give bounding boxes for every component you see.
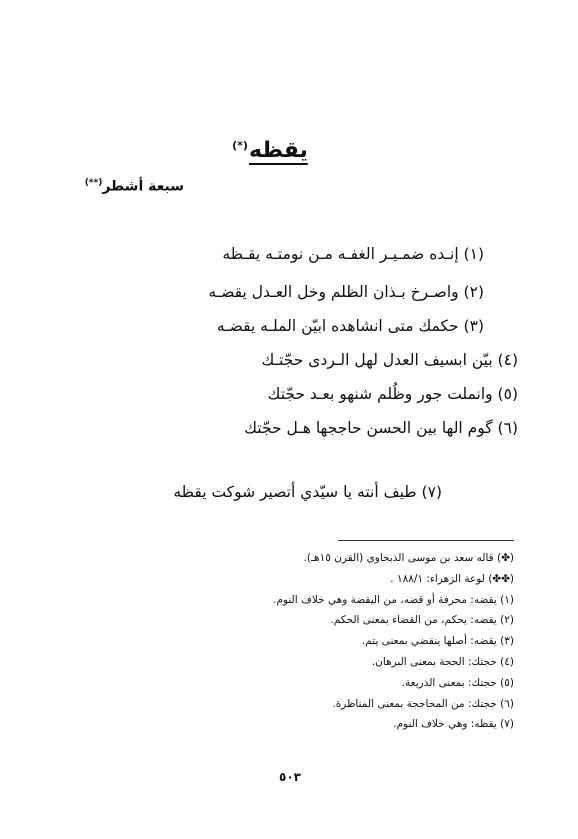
footnote-divider xyxy=(338,540,514,541)
verse-line: (٢) واصـرخ بـذان الظلم وخل العـدل يقضـه xyxy=(208,283,484,301)
verse-line: (٣) حكمك متى انشاهده ابيّن الملـه يقضـه xyxy=(216,317,484,335)
footnote: (٣) يقضه: أصلها ينقضي بمعنى يتم. xyxy=(361,635,514,648)
footnote: (٦) حجتك: من المحاججة بمعنى المناظرة. xyxy=(332,697,514,710)
poem-subtitle-text: سبعة أشطر xyxy=(102,178,184,195)
verse-line: (٧) طيف أنته يا سيّدي أتصير شوكت يقظه xyxy=(173,483,442,501)
footnote: (✤) قاله سعد بن موسى الذبحاوي (القرن ١٥هـ). xyxy=(303,552,514,564)
verse-line: (٦) گوم الها بين الحسن حاججها هـل حجّتك xyxy=(244,419,518,437)
title-footnote-marker: (*) xyxy=(232,138,248,152)
footnotes xyxy=(224,548,514,735)
footnote: (٢) يقضه: يحكم، من القضاء بمعنى الحكم. xyxy=(330,614,514,627)
footnote: (✤✤) لوعة الزهراء: ١٨٨/١ . xyxy=(390,572,514,585)
poem-title-text: يقظه xyxy=(248,138,308,163)
page-number: ٥٠٣ xyxy=(279,770,301,784)
subtitle-footnote-marker: (**) xyxy=(84,178,103,188)
footnote: (٧) يقظه: وهي خلاف النوم. xyxy=(393,718,514,731)
verse-line: (١) إنـده ضمـيـر الغفـه مـن نومتـه يقـظه xyxy=(222,245,484,263)
footnote: (٤) حجتك: الحجة بمعنى البرهان. xyxy=(371,655,514,668)
footnote: (٥) حجتك: بمعنى الذريعة. xyxy=(401,676,514,689)
footnote: (١) يقضه: محرفة أو قضه، من اليقضة وهي خلاف النوم. xyxy=(273,593,514,606)
verse-line: (٤) بيّن ابسيف العدل لهل الـردى حجّتـك xyxy=(261,351,518,369)
verse-line: (٥) وانملت جور وظُلم شنهو بعـد حجّتك xyxy=(267,385,518,403)
